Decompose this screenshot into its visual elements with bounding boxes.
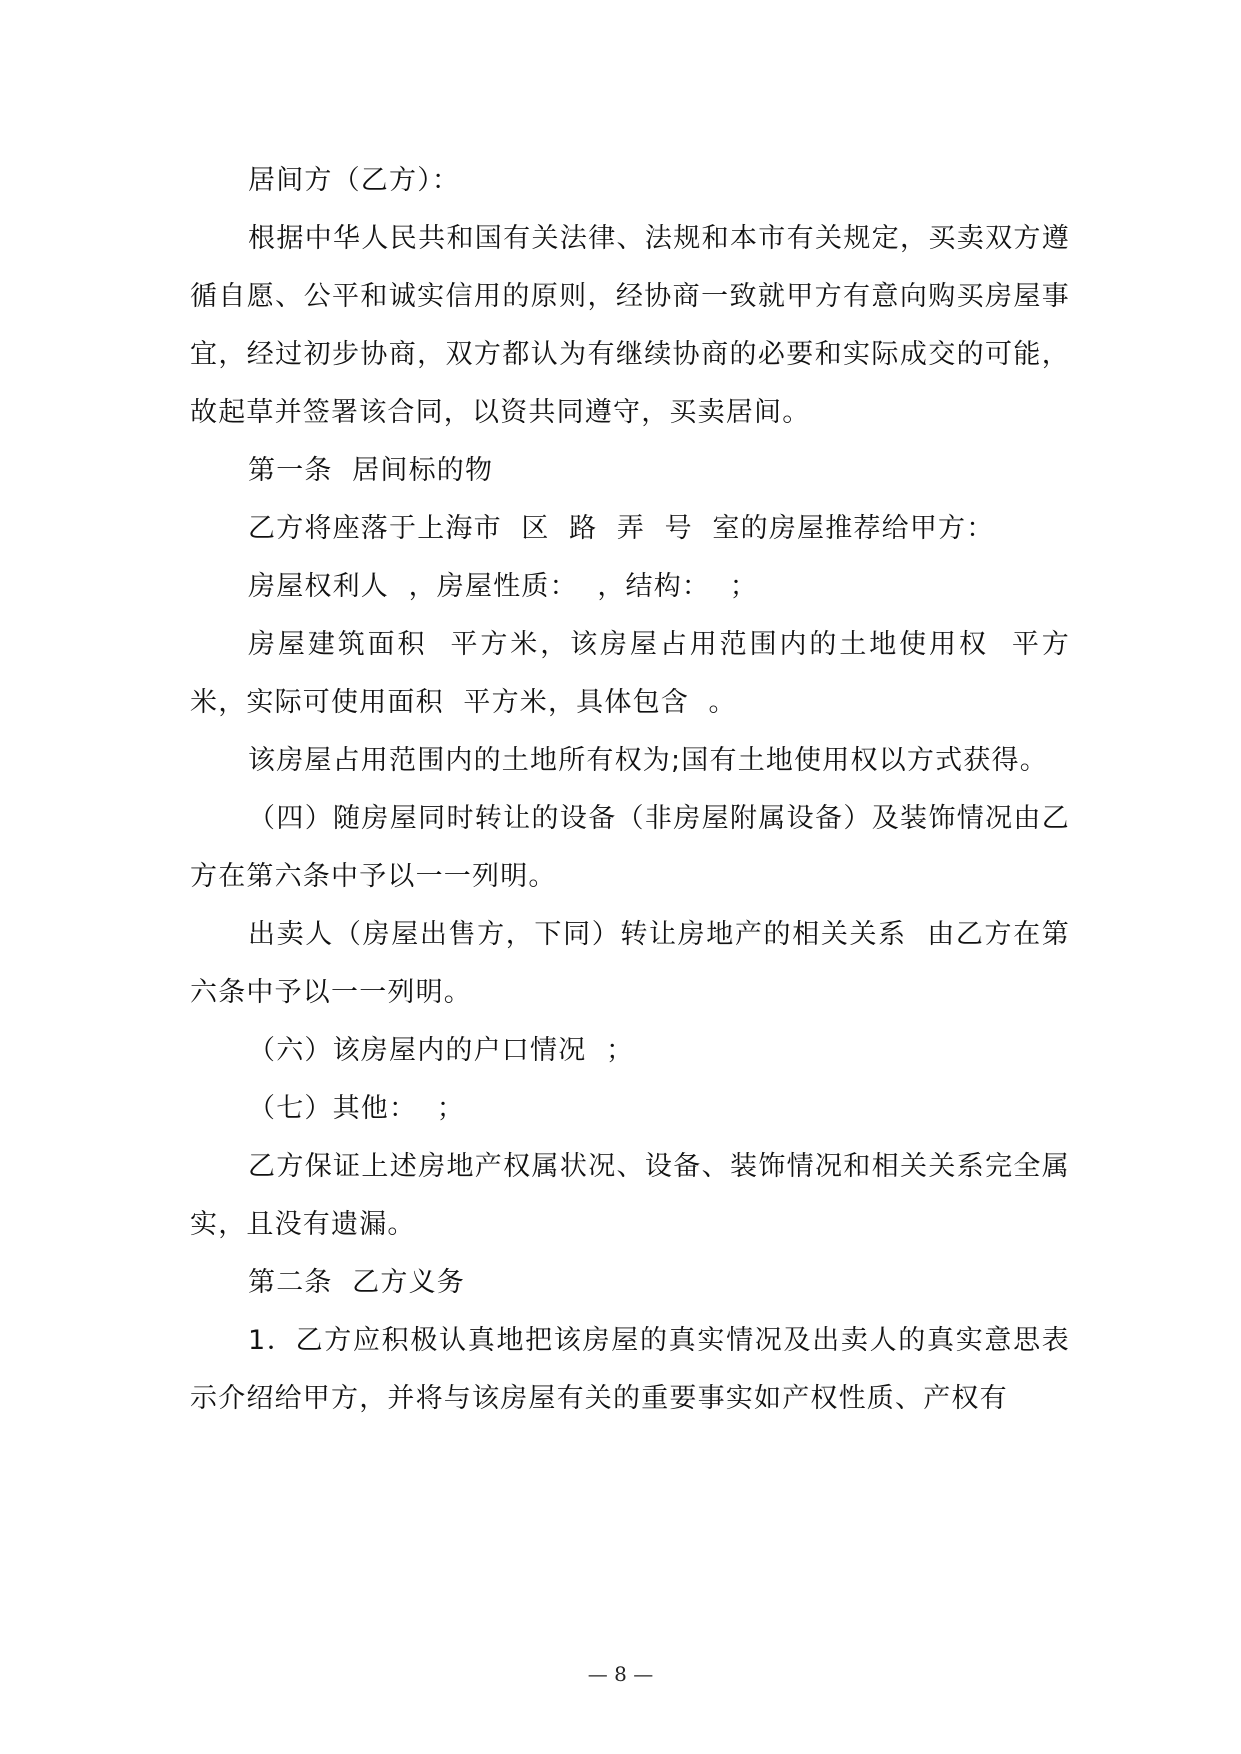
paragraph-preamble: 根据中华人民共和国有关法律、法规和本市有关规定，买卖双方遵循自愿、公平和诚实信用的原则，经协商一致就甲方有意向购买房屋事宜，经过初步协商，双方都认为有继续协商的必要和实际成交的可能，故起草并签署该合同，以资共同遵守，买卖居间。 xyxy=(190,223,1070,428)
paragraph-property-location: 乙方将座落于上海市 区 路 弄 号 室的房屋推荐给甲方： xyxy=(248,513,995,544)
paragraph-guarantee: 乙方保证上述房地产权属状况、设备、装饰情况和相关关系完全属实，且没有遗漏。 xyxy=(190,1151,1070,1240)
paragraph-land-ownership: 该房屋占用范围内的土地所有权为;国有土地使用权以方式获得。 xyxy=(248,745,1048,776)
paragraph-property-area: 房屋建筑面积 平方米，该房屋占用范围内的土地使用权 平方米，实际可使用面积 平方米，具体包含 。 xyxy=(190,629,1070,718)
paragraph-property-owner: 房屋权利人 ，房屋性质： ，结构： ； xyxy=(248,571,758,602)
page-number: — 8 — xyxy=(587,1662,654,1686)
paragraph-seller-relations: 出卖人（房屋出售方，下同）转让房地产的相关关系 由乙方在第六条中予以一一列明。 xyxy=(190,919,1070,1008)
document-body xyxy=(190,152,1070,1428)
article-2-heading: 第二条 乙方义务 xyxy=(248,1267,465,1298)
paragraph-other: （七）其他： ； xyxy=(248,1093,465,1124)
paragraph-obligation-1: 1．乙方应积极认真地把该房屋的真实情况及出卖人的真实意思表示介绍给甲方，并将与该房屋有关的重要事实如产权性质、产权有 xyxy=(190,1325,1070,1414)
article-1-heading: 第一条 居间标的物 xyxy=(248,455,494,486)
paragraph-intermediary-party: 居间方（乙方）： xyxy=(248,165,461,196)
paragraph-equipment: （四）随房屋同时转让的设备（非房屋附属设备）及装饰情况由乙方在第六条中予以一一列明。 xyxy=(190,803,1070,892)
paragraph-household-registration: （六）该房屋内的户口情况 ； xyxy=(248,1035,635,1066)
